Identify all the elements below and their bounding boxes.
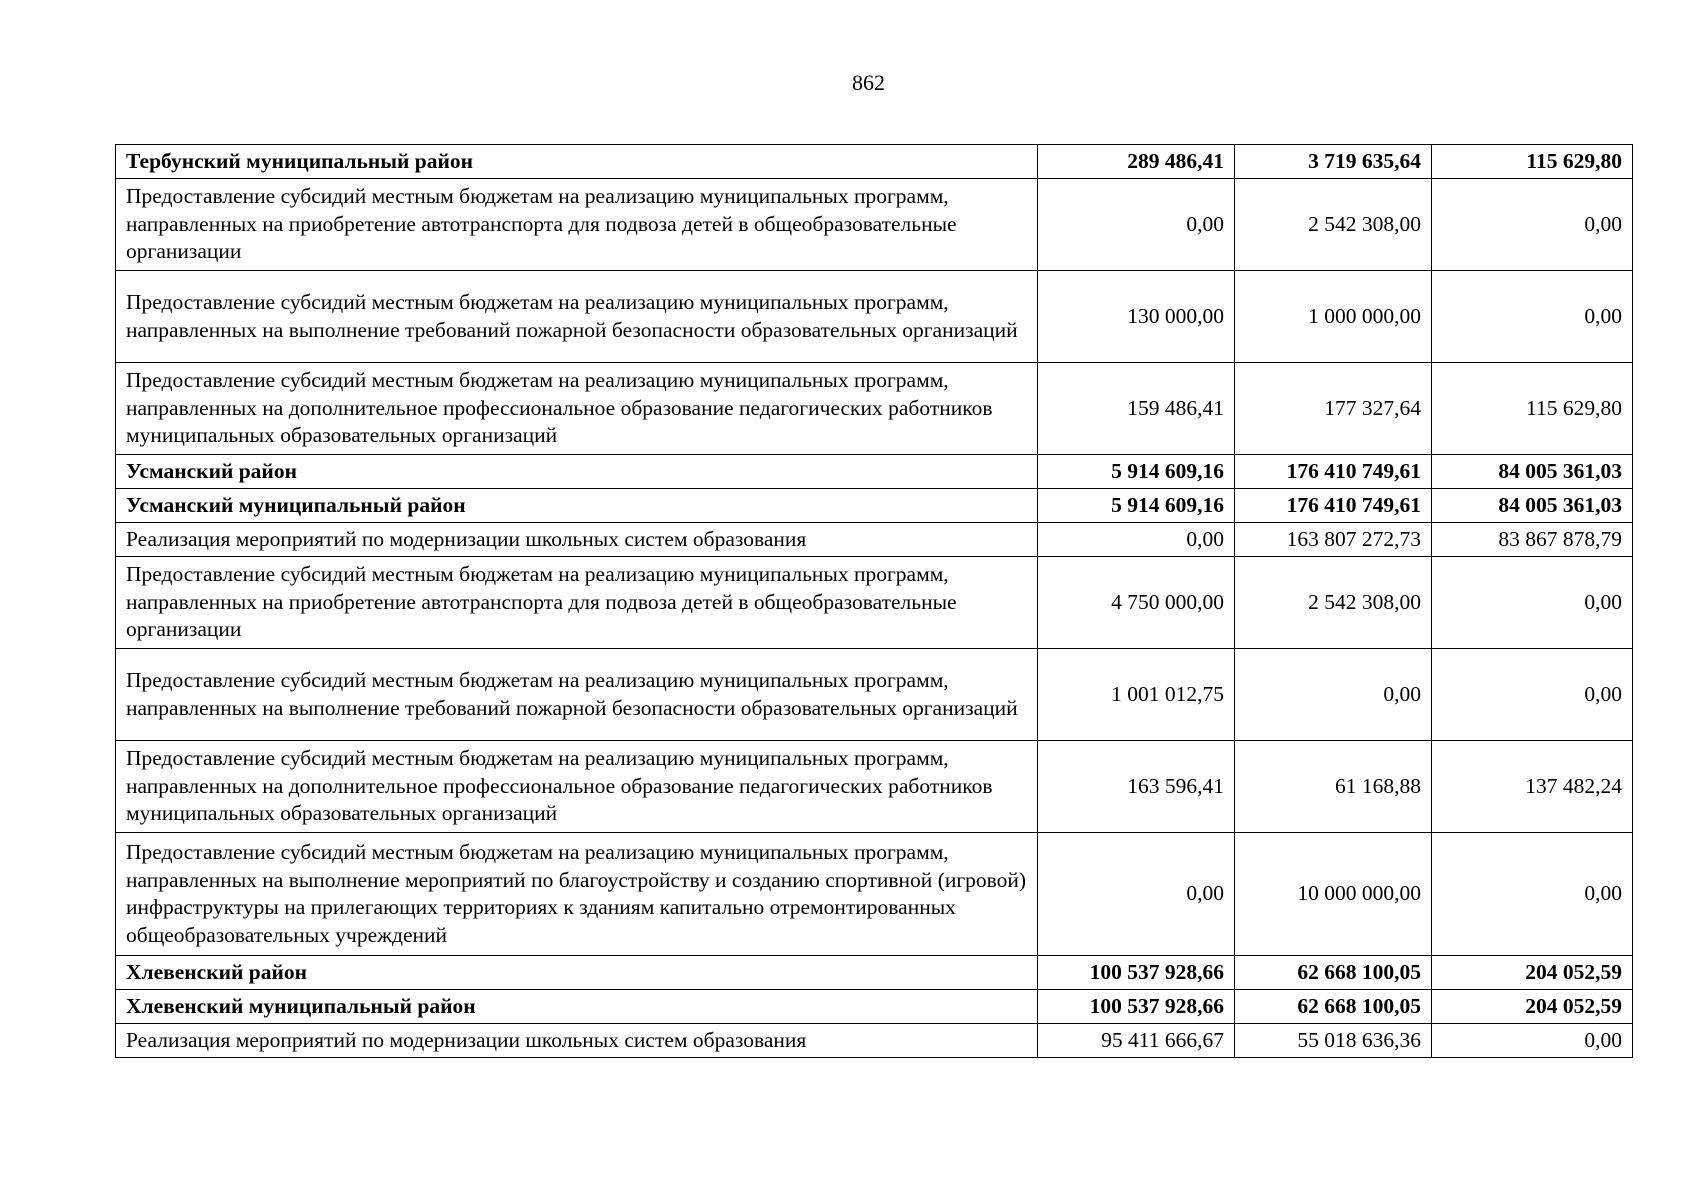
amount-cell-1: 1 001 012,75 (1038, 649, 1235, 741)
amount-cell-2: 55 018 636,36 (1235, 1024, 1432, 1058)
amount-cell-1: 4 750 000,00 (1038, 557, 1235, 649)
amount-cell-3: 0,00 (1432, 833, 1633, 956)
table-row (116, 557, 1633, 649)
amount-cell-2: 0,00 (1235, 649, 1432, 741)
amount-cell-2: 177 327,64 (1235, 363, 1432, 455)
amount-cell-3: 204 052,59 (1432, 990, 1633, 1024)
district-name-cell: Усманский район (116, 455, 1038, 489)
amount-cell-2: 2 542 308,00 (1235, 557, 1432, 649)
table-row (116, 833, 1633, 956)
amount-cell-3: 0,00 (1432, 1024, 1633, 1058)
table-row (116, 455, 1633, 489)
amount-cell-3: 115 629,80 (1432, 145, 1633, 179)
amount-cell-1: 0,00 (1038, 179, 1235, 271)
amount-cell-2: 62 668 100,05 (1235, 990, 1432, 1024)
amount-cell-1: 0,00 (1038, 523, 1235, 557)
table-body (116, 145, 1633, 1058)
amount-cell-3: 137 482,24 (1432, 741, 1633, 833)
table-row (116, 145, 1633, 179)
amount-cell-2: 1 000 000,00 (1235, 271, 1432, 363)
table-row (116, 956, 1633, 990)
amount-cell-3: 0,00 (1432, 271, 1633, 363)
amount-cell-3: 115 629,80 (1432, 363, 1633, 455)
amount-cell-1: 163 596,41 (1038, 741, 1235, 833)
table-row (116, 363, 1633, 455)
program-name-cell: Реализация мероприятий по модернизации школьных систем образования (116, 523, 1038, 557)
amount-cell-2: 62 668 100,05 (1235, 956, 1432, 990)
district-name-cell: Тербунский муниципальный район (116, 145, 1038, 179)
table-row (116, 1024, 1633, 1058)
program-name-cell: Предоставление субсидий местным бюджетам на реализацию муниципальных программ, направленных на выполнение мероприятий по благоустройству и созданию спортивной (игровой) инфраструктуры на прилегающих территориях к зданиям капитально отремонтированных общеобразовательных учреждений (116, 833, 1038, 956)
amount-cell-3: 83 867 878,79 (1432, 523, 1633, 557)
program-name-cell: Предоставление субсидий местным бюджетам на реализацию муниципальных программ, направленных на приобретение автотранспорта для подвоза детей в общеобразовательные организации (116, 179, 1038, 271)
amount-cell-1: 0,00 (1038, 833, 1235, 956)
table-row (116, 741, 1633, 833)
table-row (116, 523, 1633, 557)
table-row (116, 489, 1633, 523)
amount-cell-3: 0,00 (1432, 179, 1633, 271)
district-name-cell: Хлевенский муниципальный район (116, 990, 1038, 1024)
table-row (116, 990, 1633, 1024)
amount-cell-2: 176 410 749,61 (1235, 455, 1432, 489)
amount-cell-3: 84 005 361,03 (1432, 455, 1633, 489)
budget-table (115, 144, 1633, 1058)
table-row (116, 179, 1633, 271)
amount-cell-2: 2 542 308,00 (1235, 179, 1432, 271)
page-number: 862 (852, 70, 885, 95)
amount-cell-2: 176 410 749,61 (1235, 489, 1432, 523)
amount-cell-1: 130 000,00 (1038, 271, 1235, 363)
amount-cell-3: 204 052,59 (1432, 956, 1633, 990)
amount-cell-1: 100 537 928,66 (1038, 956, 1235, 990)
program-name-cell: Реализация мероприятий по модернизации школьных систем образования (116, 1024, 1038, 1058)
amount-cell-2: 163 807 272,73 (1235, 523, 1432, 557)
amount-cell-1: 95 411 666,67 (1038, 1024, 1235, 1058)
amount-cell-1: 5 914 609,16 (1038, 489, 1235, 523)
program-name-cell: Предоставление субсидий местным бюджетам на реализацию муниципальных программ, направленных на дополнительное профессиональное образование педагогических работников муниципальных образовательных организаций (116, 741, 1038, 833)
amount-cell-3: 84 005 361,03 (1432, 489, 1633, 523)
amount-cell-1: 100 537 928,66 (1038, 990, 1235, 1024)
amount-cell-2: 10 000 000,00 (1235, 833, 1432, 956)
table-row (116, 271, 1633, 363)
table-row (116, 649, 1633, 741)
program-name-cell: Предоставление субсидий местным бюджетам на реализацию муниципальных программ, направленных на приобретение автотранспорта для подвоза детей в общеобразовательные организации (116, 557, 1038, 649)
amount-cell-3: 0,00 (1432, 649, 1633, 741)
amount-cell-3: 0,00 (1432, 557, 1633, 649)
district-name-cell: Усманский муниципальный район (116, 489, 1038, 523)
amount-cell-2: 3 719 635,64 (1235, 145, 1432, 179)
amount-cell-1: 289 486,41 (1038, 145, 1235, 179)
program-name-cell: Предоставление субсидий местным бюджетам на реализацию муниципальных программ, направленных на выполнение требований пожарной безопасности образовательных организаций (116, 271, 1038, 363)
amount-cell-1: 159 486,41 (1038, 363, 1235, 455)
amount-cell-1: 5 914 609,16 (1038, 455, 1235, 489)
program-name-cell: Предоставление субсидий местным бюджетам на реализацию муниципальных программ, направленных на выполнение требований пожарной безопасности образовательных организаций (116, 649, 1038, 741)
district-name-cell: Хлевенский район (116, 956, 1038, 990)
program-name-cell: Предоставление субсидий местным бюджетам на реализацию муниципальных программ, направленных на дополнительное профессиональное образование педагогических работников муниципальных образовательных организаций (116, 363, 1038, 455)
amount-cell-2: 61 168,88 (1235, 741, 1432, 833)
